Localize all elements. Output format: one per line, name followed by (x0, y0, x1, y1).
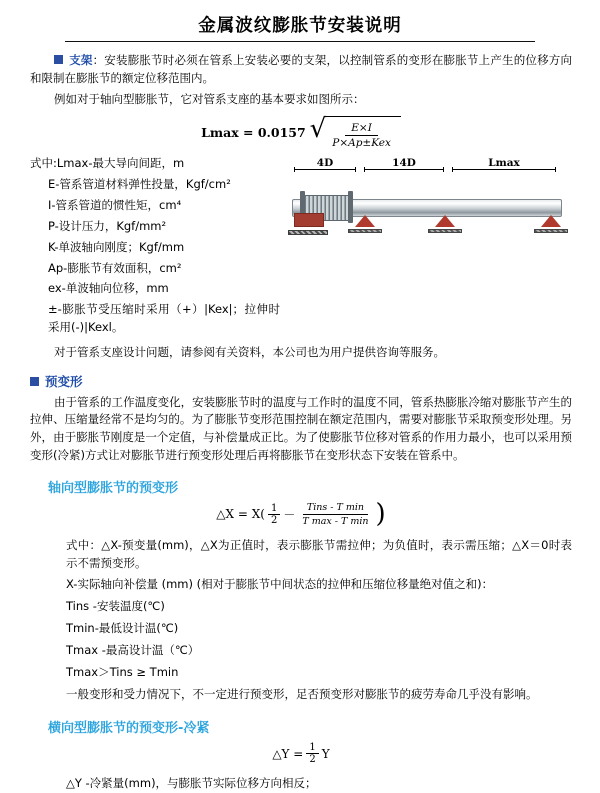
square-root-icon: √ $\frac{E\times I}{\text{P×Ap±Kex}}$ (310, 116, 401, 149)
section4-line: △Y -冷紧量(mm)，与膨胀节实际位移方向相反； (66, 776, 317, 791)
lmax-formula-numerator: E×I (345, 122, 378, 136)
dimension-14d: 14D (364, 157, 444, 171)
lmax-formula-denominator: P×Ap±Kex (332, 137, 391, 150)
formula-rhs: Y (321, 746, 330, 761)
one-half-fraction: $\frac{1}{2}$ (306, 742, 318, 765)
section3-line: 一般变形和受力情况下，不一定进行预变形，足否预变形对膨胀节的疲劳寿命几乎没有影响。 (66, 686, 538, 701)
section1-paragraph-1: 安装膨胀节时必须在管系上安装必要的支架，以控制管系的变形在膨胀节上产生的位移方向和限制在膨胀节的额定位移范围内。 (30, 53, 573, 85)
section3-line: Tins -安装温度(℃) (66, 599, 165, 614)
blue-square-marker-icon (54, 55, 63, 64)
lmax-formula-lhs: Lmax = 0.0157 (201, 125, 306, 141)
section3-line: Tmax -最高设计温（℃） (66, 642, 200, 657)
section4-heading: 横向型膨胀节的预变形-冷紧 (48, 721, 210, 737)
section3-line: Tmax＞Tins ≥ Tmin (66, 664, 179, 679)
main-anchor (288, 213, 328, 235)
section4-lines (66, 775, 572, 793)
legend-item: ±-膨胀节受压缩时采用（+）|Kex|；拉伸时采用(-)|Kexl。 (48, 302, 280, 334)
guide-support-1 (348, 215, 382, 233)
axial-predeformation-formula (30, 499, 572, 530)
dimension-lmax: Lmax (452, 157, 556, 171)
dimension-4d: 4D (294, 157, 356, 171)
legend-item: P-设计压力，Kgf/mm² (48, 218, 167, 233)
one-half-fraction: $\frac{1}{2}$ (268, 503, 280, 526)
formula-rhs-paren: ) (375, 499, 386, 530)
legend-item: ex-单波轴向位移，mm (48, 281, 169, 296)
section3-lines (66, 537, 572, 704)
guide-support-3 (534, 215, 568, 233)
section3-line: X-实际轴向补偿量 (mm) (相对于膨胀节中间状态的拉伸和压缩位移量绝对值之和)： (66, 577, 494, 592)
section1-paragraph-2: 例如对于轴向型膨胀节，它对管系支座的基本要求如图所示： (54, 91, 365, 106)
legend-item: K-单波轴向刚度；Kgf/mm (48, 239, 185, 254)
pipe-support-diagram (286, 157, 566, 267)
title-underline (65, 41, 535, 42)
section2-heading-row (30, 372, 572, 390)
legend-and-diagram-row (30, 155, 572, 339)
formula-lhs: △Y = (272, 746, 304, 761)
legend-item: I-管系管道的惯性矩，cm⁴ (48, 198, 182, 213)
section3-line: Tmin-最低设计温(℃) (66, 621, 179, 636)
section3-heading: 轴向型膨胀节的预变形 (48, 480, 179, 496)
legend-item: Ap-膨胀节有效面积，cm² (48, 260, 182, 275)
section3-line: 式中：△X-预变量(mm)，△X为正值时，表示膨胀节需拉伸；为负值时，表示需压缩；△X＝0时表示不需预变形。 (66, 537, 572, 570)
lateral-coldpull-formula (30, 742, 572, 765)
document-page (0, 12, 600, 791)
section1-intro: 支架：安装膨胀节时必须在管系上安装必要的支架，以控制管系的变形在膨胀节上产生的位移方向和限制在膨胀节的额定位移范围内。 (30, 53, 573, 85)
formula-lhs: △X = X( (216, 507, 265, 522)
section1-closing: 对于管系支座设计问题，请参阅有关资料，本公司也为用户提供咨询等服务。 (54, 344, 445, 359)
minus-sign: － (283, 507, 296, 522)
lmax-formula (30, 116, 572, 149)
page-title: 金属波纹膨胀节安装说明 (198, 16, 402, 36)
guide-support-2 (428, 215, 462, 233)
legend-item: 式中:Lmax-最大导向间距，m (30, 156, 185, 171)
blue-square-marker-icon (30, 377, 39, 386)
document-body (0, 52, 600, 793)
temperature-ratio-fraction: $\frac{\text{Tins - T min}}{\text{T max - T min}}$ (302, 501, 369, 527)
formula-legend (30, 155, 280, 339)
section1-heading: 支架 (69, 53, 93, 67)
section2-paragraph: 由于管系的工作温度变化，安装膨胀节时的温度与工作时的温度不同，管系热膨胀冷缩对膨胀节产生的拉伸、压缩量经常不是均匀的。为了膨胀节变形范围控制在额定范围内，需要对膨胀节采取预变形处理。另外，由于膨胀节刚度是一个定值，与补偿量成正比。为了使膨胀节位移对管系的作用力最小，也可以采用预变形(冷紧)方式让对膨胀节进行预变形处理后再将膨胀节在变形状态下安装在管系中。 (30, 394, 572, 462)
section2-heading: 预变形 (45, 373, 83, 389)
legend-item: E-管系管道材料弹性投量，Kgf/cm² (48, 177, 231, 192)
dimension-row (286, 157, 566, 173)
